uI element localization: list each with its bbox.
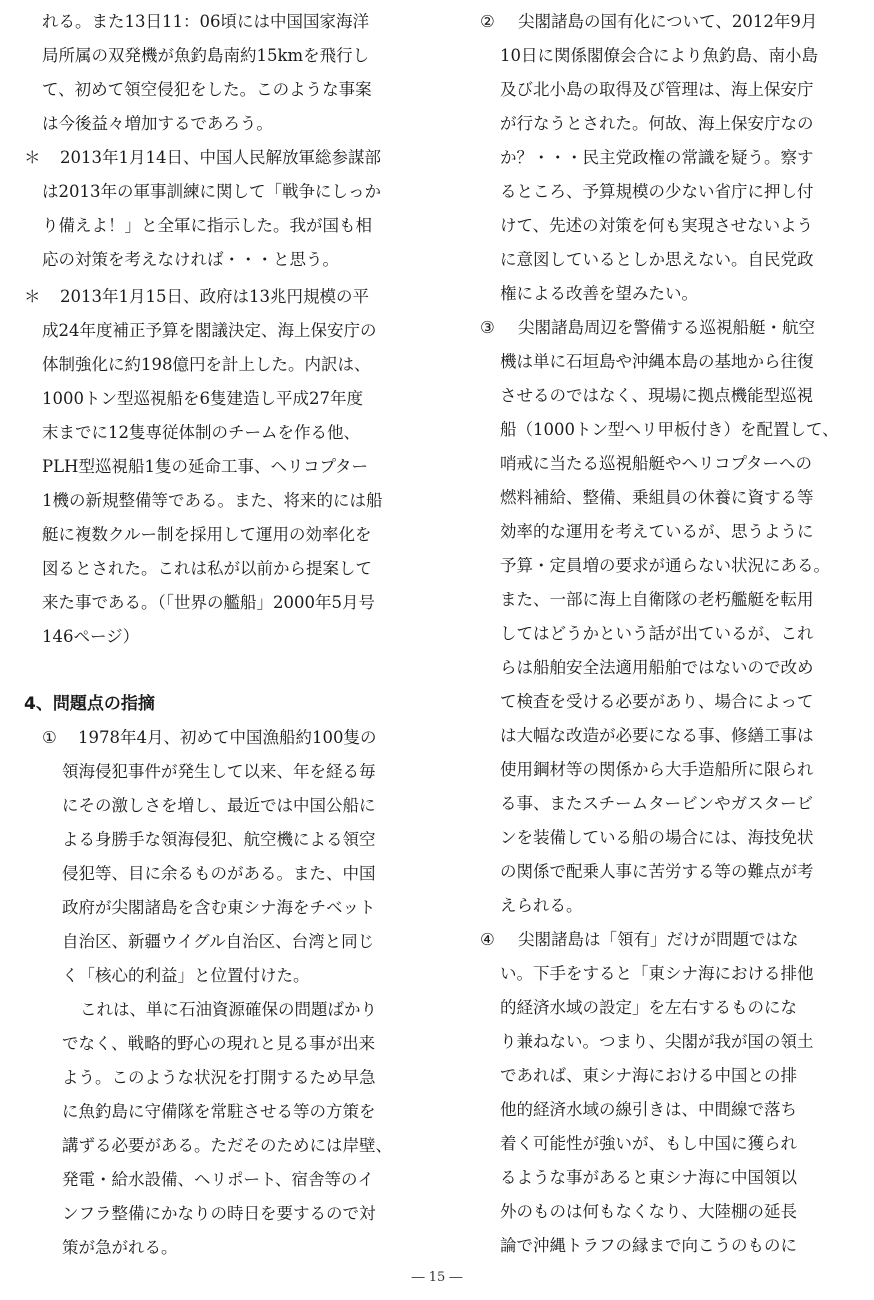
- page-number: ― 15 ―: [411, 1270, 463, 1285]
- text-line: が行なうとされた。何故、海上保安庁なの: [500, 114, 814, 133]
- text-line: 策が急がれる。: [62, 1238, 178, 1257]
- text-line: は2013年の軍事訓練に関して「戦争にしっか: [42, 182, 381, 201]
- text-line: ンフラ整備にかなりの時日を要するので対: [62, 1204, 376, 1223]
- text-line: に意図しているとしか思えない。自民党政: [500, 250, 814, 269]
- text-line: 2013年1月14日、中国人民解放軍総参謀部: [60, 148, 381, 167]
- text-line: 的経済水域の設定」を左右するものにな: [500, 998, 797, 1017]
- text-line: 応の対策を考えなければ・・・と思う。: [42, 250, 339, 269]
- text-line: 艇に複数クルー制を採用して運用の効率化を: [42, 525, 372, 544]
- text-line: 侵犯等、目に余るものがある。また、中国: [62, 864, 376, 883]
- text-line: は今後益々増加するであろう。: [42, 114, 273, 133]
- section-heading: 4、問題点の指摘: [24, 694, 155, 714]
- text-line: か？・・・民主党政権の常識を疑う。察す: [500, 148, 814, 167]
- text-line: 燃料補給、整備、乗組員の休養に資する等: [500, 488, 814, 507]
- item-marker: ④: [480, 930, 495, 949]
- text-line: よる身勝手な領海侵犯、航空機による領空: [62, 830, 376, 849]
- text-line: 及び北小島の取得及び管理は、海上保安庁: [500, 80, 814, 99]
- text-line: 権による改善を望みたい。: [500, 284, 698, 303]
- text-line: 船（1000トン型ヘリ甲板付き）を配置して、: [500, 420, 839, 439]
- text-line: 局所属の双発機が魚釣島南約15kmを飛行し: [42, 46, 370, 65]
- bullet-marker: ＊: [24, 287, 41, 306]
- text-line: 着く可能性が強いが、もし中国に獲られ: [500, 1134, 797, 1153]
- text-line: させるのではなく、現場に拠点機能型巡視: [500, 386, 814, 405]
- text-line: 尖閣諸島は「領有」だけが問題ではな: [518, 930, 799, 949]
- text-line: 外のものは何もなくなり、大陸棚の延長: [500, 1202, 797, 1221]
- text-line: ンを装備している船の場合には、海技免状: [500, 828, 814, 847]
- text-line: に魚釣島に守備隊を常駐させる等の方策を: [62, 1102, 376, 1121]
- text-line: 尖閣諸島の国有化について、2012年9月: [518, 12, 818, 31]
- item-marker: ②: [480, 12, 495, 31]
- bullet-marker: ＊: [24, 148, 41, 167]
- text-line: て、初めて領空侵犯をした。このような事案: [42, 80, 372, 99]
- text-line: 1000トン型巡視船を6隻建造し平成27年度: [42, 389, 363, 408]
- text-line: 他的経済水域の線引きは、中間線で落ち: [500, 1100, 797, 1119]
- text-line: 政府が尖閣諸島を含む東シナ海をチベット: [62, 898, 376, 917]
- text-line: 2013年1月15日、政府は13兆円規模の平: [60, 287, 369, 306]
- text-line: 146ページ）: [42, 627, 140, 646]
- text-line: り兼ねない。つまり、尖閣が我が国の領土: [500, 1032, 814, 1051]
- text-line: 効率的な運用を考えているが、思うように: [500, 522, 814, 541]
- text-line: また、一部に海上自衛隊の老朽艦艇を転用: [500, 590, 814, 609]
- text-line: る事、またスチームタービンやガスタービ: [500, 794, 814, 813]
- text-line: 1978年4月、初めて中国漁船約100隻の: [78, 728, 377, 747]
- text-line: 哨戒に当たる巡視船艇やヘリコプターへの: [500, 454, 813, 473]
- text-line: 発電・給水設備、ヘリポート、宿舎等のイ: [62, 1170, 375, 1189]
- text-line: 領海侵犯事件が発生して以来、年を経る毎: [62, 762, 376, 781]
- text-line: 講ずる必要がある。ただそのためには岸壁、: [62, 1136, 392, 1155]
- text-line: 使用鋼材等の関係から大手造船所に限られ: [500, 760, 814, 779]
- text-line: り備えよ！」と全軍に指示した。我が国も相: [42, 216, 372, 235]
- text-line: るような事があると東シナ海に中国領以: [500, 1168, 797, 1187]
- text-line: るところ、予算規模の少ない省庁に押し付: [500, 182, 814, 201]
- text-line: 機は単に石垣島や沖縄本島の基地から往復: [500, 352, 814, 371]
- text-line: 成24年度補正予算を閣議決定、海上保安庁の: [42, 321, 377, 340]
- text-line: 予算・定員増の要求が通らない状況にある。: [500, 556, 830, 575]
- text-line: らは船舶安全法適用船舶ではないので改め: [500, 658, 814, 677]
- text-line: してはどうかという話が出ているが、これ: [500, 624, 814, 643]
- text-line: 1機の新規整備等である。また、将来的には船: [42, 491, 383, 510]
- text-line: でなく、戦略的野心の現れと見る事が出来: [62, 1034, 376, 1053]
- text-line: は大幅な改造が必要になる事、修繕工事は: [500, 726, 814, 745]
- text-line: 尖閣諸島周辺を警備する巡視船艇・航空: [518, 318, 815, 337]
- text-line: 10日に関係閣僚会合により魚釣島、南小島: [500, 46, 818, 65]
- text-line: 来た事である。（「世界の艦船」2000年5月号: [42, 593, 375, 612]
- text-line: けて、先述の対策を何も実現させないよう: [500, 216, 814, 235]
- text-line: 図るとされた。これは私が以前から提案して: [42, 559, 372, 578]
- text-line: よう。このような状況を打開するため早急: [62, 1068, 376, 1087]
- text-line: これは、単に石油資源確保の問題ばかり: [80, 1000, 377, 1019]
- text-line: の関係で配乗人事に苦労する等の難点が考: [500, 862, 814, 881]
- item-marker: ①: [42, 728, 57, 747]
- item-marker: ③: [480, 318, 495, 337]
- text-line: て検査を受ける必要があり、場合によって: [500, 692, 814, 711]
- text-line: にその激しさを増し、最近では中国公船に: [62, 796, 376, 815]
- text-line: 自治区、新疆ウイグル自治区、台湾と同じ: [62, 932, 375, 951]
- text-line: 体制強化に約198億円を計上した。内訳は、: [42, 355, 371, 374]
- text-line: 末までに12隻専従体制のチームを作る他、: [42, 423, 360, 442]
- text-line: い。下手をすると「東シナ海における排他: [500, 964, 814, 983]
- text-line: えられる。: [500, 896, 583, 915]
- text-line: く「核心的利益」と位置付けた。: [62, 966, 310, 985]
- text-line: であれば、東シナ海における中国との排: [500, 1066, 797, 1085]
- text-line: PLH型巡視船1隻の延命工事、ヘリコプター: [42, 457, 368, 476]
- text-line: れる。また13日11：06頃には中国国家海洋: [42, 12, 369, 31]
- text-line: 論で沖縄トラフの縁まで向こうのものに: [500, 1236, 797, 1255]
